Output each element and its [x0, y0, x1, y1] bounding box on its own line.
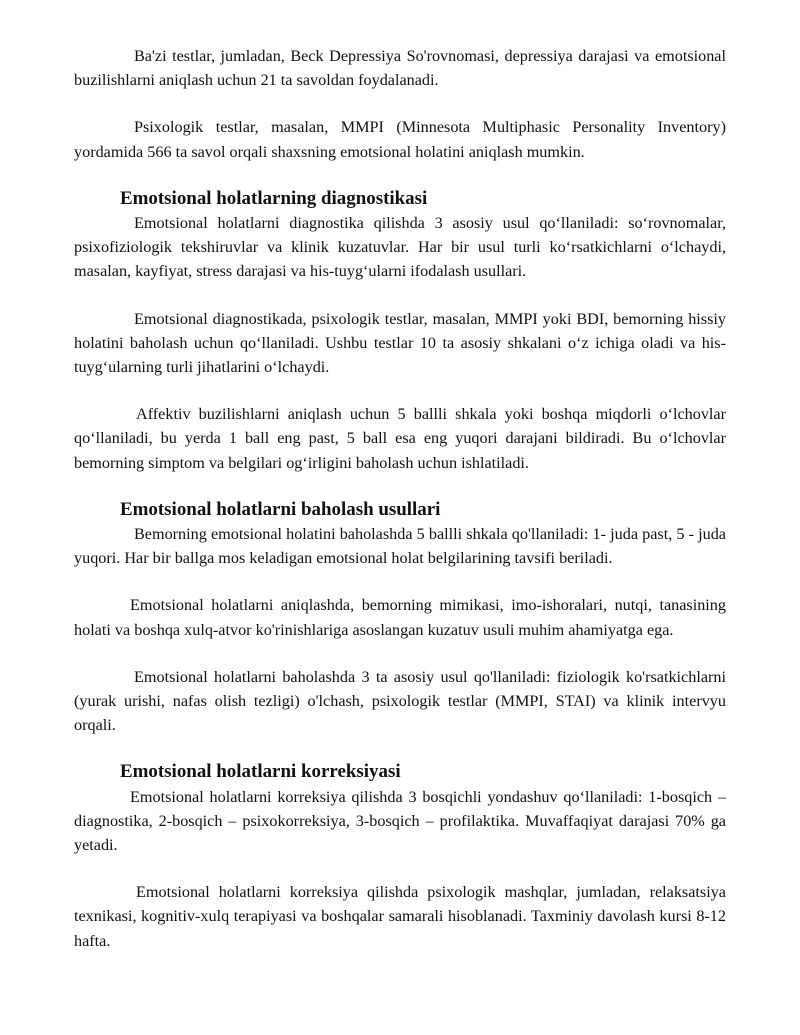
paragraph: Emotsional holatlarni korreksiya qilishda psixologik mashqlar, jumladan, relaksatsiya texnikasi, kognitiv-xulq terapiyasi va boshqalar samarali hisoblanadi. Taxminiy davolash kursi 8-12 hafta. [74, 883, 726, 950]
paragraph: Emotsional holatlarni baholashda 3 ta asosiy usul qo'llaniladi: fiziologik ko'rsatkichlarni (yurak urishi, nafas olish tezligi) o'lchash, psixologik testlar (MMPI, STAI) va klinik intervyu orqali. [74, 667, 726, 735]
paragraph: Emotsional holatlarni korreksiya qilishda 3 bosqichli yondashuv qo‘llaniladi: 1-bosqich – diagnostika, 2-bosqich – psixokorreksiya, 3-bosqich – profilaktika. Muvaffaqiyat darajasi 70% ga yetadi. [74, 787, 726, 855]
document-page [74, 44, 726, 976]
paragraph: Psixologik testlar, masalan, MMPI (Minnesota Multiphasic Personality Inventory) yordamida 566 ta savol orqali shaxsning emotsional holatini aniqlash mumkin. [74, 118, 726, 161]
section-heading: Emotsional holatlarning diagnostikasi [120, 187, 428, 209]
paragraph: Emotsional holatlarni diagnostika qilishda 3 asosiy usul qo‘llaniladi: so‘rovnomalar, psixofiziologik tekshiruvlar va klinik kuzatuvlar. Har bir usul turli ko‘rsatkichlarni o‘lchaydi, masalan, kayfiyat, stress darajasi va his-tuyg‘ularni ifodalash usullari. [74, 214, 726, 281]
section-heading: Emotsional holatlarni korreksiyasi [120, 761, 401, 783]
paragraph: Affektiv buzilishlarni aniqlash uchun 5 ballli shkala yoki boshqa miqdorli o‘lchovlar qo‘llaniladi, bu yerda 1 ball eng past, 5 ball esa eng yuqori darajani bildiradi. Bu o‘lchovlar bemorning simptom va belgilari og‘irligini baholash uchun ishlatiladi. [74, 405, 726, 472]
section-heading: Emotsional holatlarni baholash usullari [120, 498, 441, 520]
paragraph: Emotsional holatlarni aniqlashda, bemorning mimikasi, imo-ishoralari, nutqi, tanasining holati va boshqa xulq-atvor ko'rinishlariga asoslangan kuzatuv usuli muhim ahamiyatga ega. [74, 596, 726, 639]
paragraph: Emotsional diagnostikada, psixologik testlar, masalan, MMPI yoki BDI, bemorning hissiy holatini baholash uchun qo‘llaniladi. Ushbu testlar 10 ta asosiy shkalani o‘z ichiga oladi va his-tuyg‘ularning turli jihatlarini o‘lchaydi. [74, 309, 726, 377]
paragraph: Ba'zi testlar, jumladan, Beck Depressiya So'rovnomasi, depressiya darajasi va emotsional buzilishlarni aniqlash uchun 21 ta savoldan foydalanadi. [74, 47, 726, 90]
paragraph: Bemorning emotsional holatini baholashda 5 ballli shkala qo'llaniladi: 1- juda past, 5 - juda yuqori. Har bir ballga mos keladigan emotsional holat belgilarining tavsifi beriladi. [74, 525, 726, 568]
